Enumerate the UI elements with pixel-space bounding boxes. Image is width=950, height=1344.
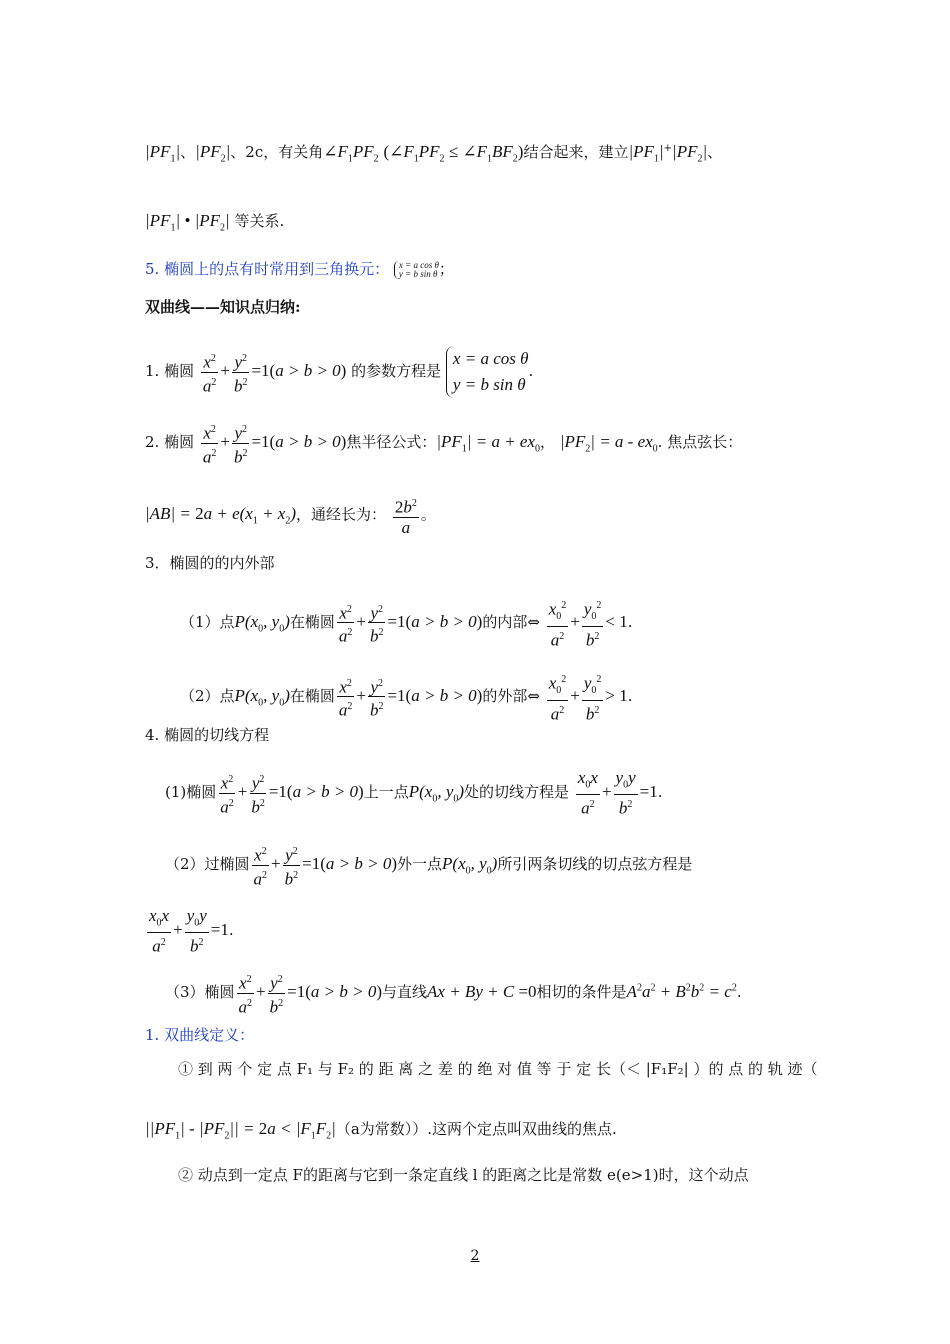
line-definition-1-formula: $||PF_1| - |PF_2|| = 2a < |F_1F_2|(a$为常数））.这两个定点叫双曲线的焦点. — [145, 1119, 617, 1142]
line-tangent-at-point: (1)椭圆 $\frac{x^2}{a^2}$ + $\frac{y^2}{b^2}$ =1(a > b > 0)上一点$P(x_0$, $y_0$)处的切线方程是 $\frac{x_0x}{a^2}$ + $\frac{y_0y}{b^2}$ =1. — [165, 768, 663, 819]
line-product-relation: $|PF_1|$ • $|PF_2|$ 等关系. — [145, 211, 285, 234]
line-parametric-equation: 1. 椭圆 $\frac{x^2}{a^2}$ + $\frac{y^2}{b^2}$ =1(a > b > 0) 的参数方程是 x = a cos θ y = b sin θ. — [145, 346, 850, 398]
line-outside-condition: （2）点$P(x_0$, $y_0$)在椭圆 $\frac{x^2}{a^2}$ + $\frac{y^2}{b^2}$ =1(a > b > 0)的外部⇔ $\frac{x_0^2}{a^2}$ + $\frac{y_0^2}{b^2}$ > 1. — [180, 670, 850, 724]
line-focal-relation: $|PF_1|$、$|PF_2|$、2c，有关角$\angle F_1PF_2$ ($\angle F_1PF_2$ ≤ $\angle F_1BF_2$)结合起来，建立$|PF_1|^+|PF_2|$、 — [145, 142, 723, 165]
line-inside-condition: （1）点$P(x_0$, $y_0$)在椭圆 $\frac{x^2}{a^2}$ + $\frac{y^2}{b^2}$ =1(a > b > 0)的内部⇔ $\frac{x_0^2}{a^2}$ + $\frac{y_0^2}{b^2}$ < 1. — [180, 596, 850, 650]
subheading-inside-outside: 3．椭圆的的内外部 — [145, 554, 275, 572]
page-number: 2 — [470, 1248, 480, 1264]
line-definition-1: ① 到 两 个 定 点 F₁ 与 F₂ 的 距 离 之 差 的 绝 对 值 等 于 定 长（＜ |F₁F₂| ）的 点 的 轨 迹（ — [178, 1060, 818, 1078]
line-chord-length: $|AB| = 2a + e(x_1 + x_2)$，通经长为： $\frac{2b^2}{a}$ 。 — [145, 494, 850, 537]
line-tangent-condition: （3）椭圆 $\frac{x^2}{a^2}$ + $\frac{y^2}{b^2}$ =1(a > b > 0)与直线Ax + By + C =0相切的条件是$A^2a^2 + B^2b^2 = c^2$. — [165, 970, 850, 1016]
section-heading-hyperbola: 双曲线——知识点归纳: — [145, 298, 301, 316]
line-chord-equation: $\frac{x_0x}{a^2}$ + $\frac{y_0y}{b^2}$ =1. — [149, 906, 234, 957]
subheading-tangent-equation: 4. 椭圆的切线方程 — [145, 726, 270, 744]
line-trig-substitution: 5. 椭圆上的点有时常用到三角换元： x = a cos θ y = b sin θ ； — [145, 260, 454, 279]
line-chord-of-contact: （2）过椭圆 $\frac{x^2}{a^2}$ + $\frac{y^2}{b^2}$ =1(a > b > 0)外一点$P(x_0$, $y_0$)所引两条切线的切点弦方程是 — [165, 842, 850, 888]
line-definition-2: ② 动点到一定点 F的距离与它到一条定直线 l 的距离之比是常数 e(e>1)时，这个动点 — [178, 1166, 749, 1184]
heading-hyperbola-definition: 1. 双曲线定义： — [145, 1026, 255, 1044]
line-focal-radius: 2. 椭圆 $\frac{x^2}{a^2}$ + $\frac{y^2}{b^2}$ =1(a > b > 0)焦半径公式：$|PF_1| = a + ex_0$， $|PF_2| = a - ex_0$. 焦点弦长： — [145, 420, 850, 466]
